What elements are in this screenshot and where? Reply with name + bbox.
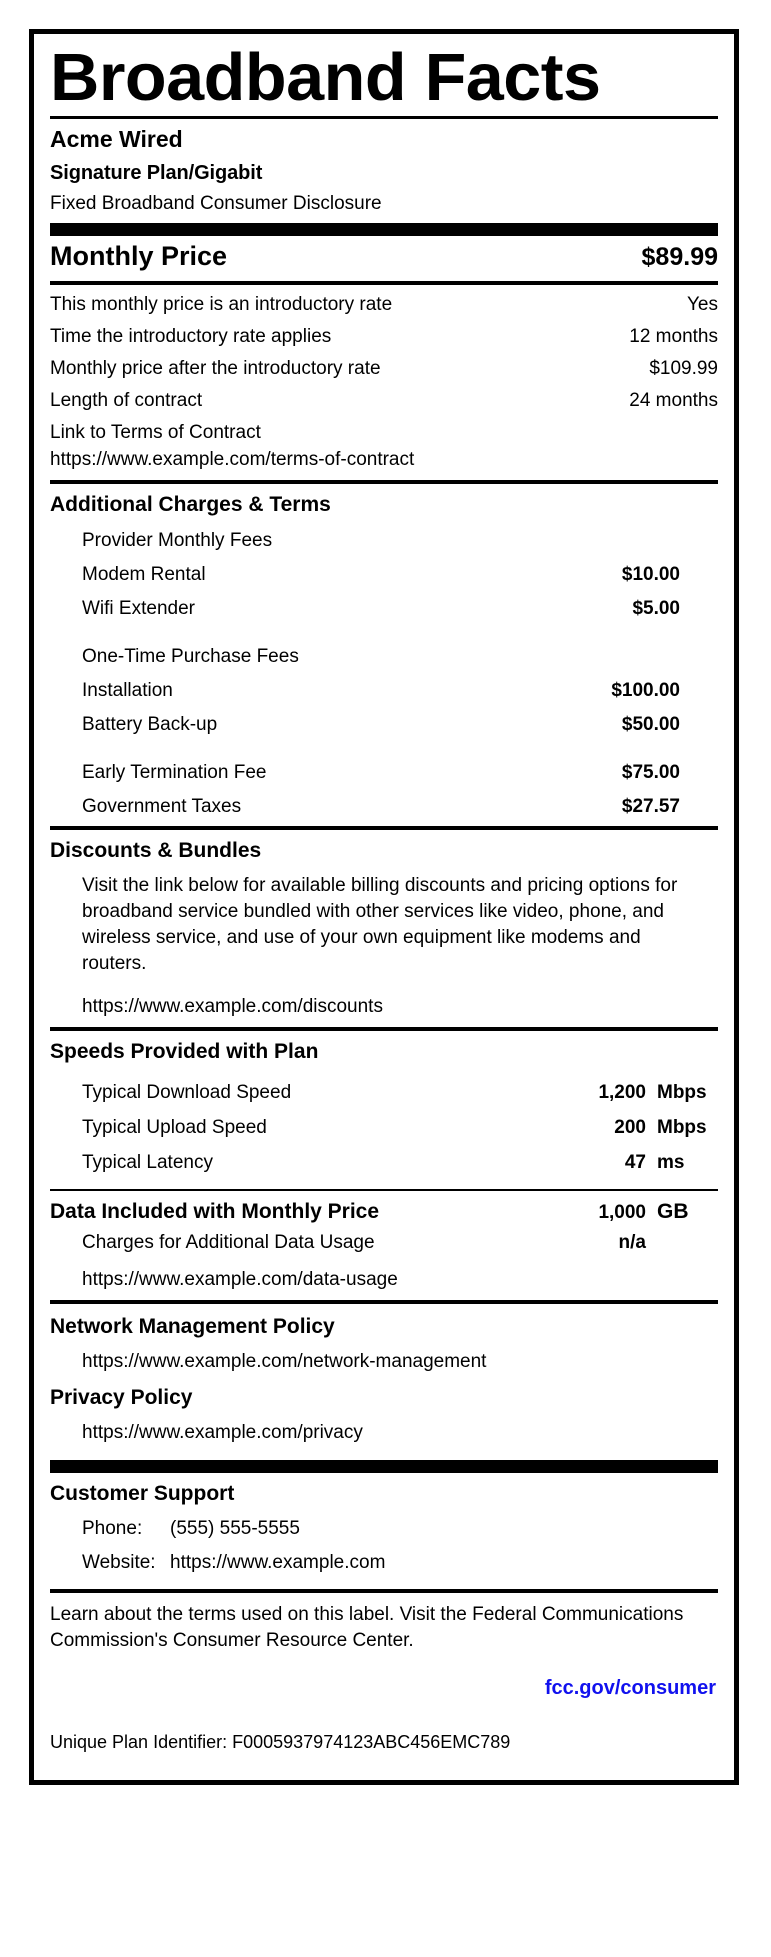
fcc-consumer-link[interactable]: fcc.gov/consumer [544,1677,716,1699]
divider-above-customer-support [50,1460,718,1473]
divider-below-monthly-price [50,281,718,285]
speeds-heading: Speeds Provided with Plan [50,1040,319,1063]
support-phone-label: Phone: [82,1518,143,1539]
early-termination-fee-value: $75.00 [621,762,680,783]
table-row [50,562,718,587]
download-speed-value: 1,200 [598,1082,646,1103]
latency-value: 47 [624,1152,646,1173]
additional-charges-heading: Additional Charges & Terms [50,493,331,516]
modem-rental-value: $10.00 [621,564,680,585]
support-phone-value[interactable]: (555) 555-5555 [170,1518,300,1539]
divider-above-network-management [50,1300,718,1304]
network-management-heading: Network Management Policy [50,1315,335,1338]
table-row [50,678,718,703]
divider-above-additional-charges [50,480,718,484]
data-usage-url[interactable]: https://www.example.com/data-usage [82,1269,398,1290]
broadband-facts-label [29,29,739,1785]
latency-unit: ms [657,1152,685,1173]
disclosure-subtitle: Fixed Broadband Consumer Disclosure [50,193,382,214]
table-row [50,712,718,737]
table-row [50,760,718,785]
table-row [50,1080,718,1105]
support-phone-row [50,1516,718,1542]
intro-rate-duration-label: Time the introductory rate applies [50,326,332,347]
intro-rate-duration-value: 12 months [629,326,718,347]
intro-rate-label: This monthly price is an introductory rate [50,294,393,315]
discounts-url[interactable]: https://www.example.com/discounts [82,996,383,1017]
data-included-unit: GB [657,1200,689,1223]
upload-speed-label: Typical Upload Speed [82,1117,267,1138]
plan-name: Signature Plan/Gigabit [50,162,263,184]
monthly-price-row [50,239,718,274]
modem-rental-label: Modem Rental [82,564,206,585]
download-speed-unit: Mbps [657,1082,707,1103]
divider-above-speeds [50,1027,718,1031]
price-after-intro-value: $109.99 [649,358,718,379]
government-taxes-label: Government Taxes [82,796,242,817]
support-website-label: Website: [82,1552,156,1573]
contract-length-value: 24 months [629,390,718,411]
discounts-heading: Discounts & Bundles [50,839,262,862]
support-website-row [50,1550,718,1576]
unique-plan-identifier: Unique Plan Identifier: F0005937974123ABC456EMC789 [50,1732,511,1752]
one-time-purchase-fees-label: One-Time Purchase Fees [82,646,299,667]
label-inner [34,34,734,1780]
terms-of-contract-label: Link to Terms of Contract [50,422,261,443]
additional-data-usage-row [50,1230,718,1255]
table-row [50,324,718,349]
terms-of-contract-url[interactable]: https://www.example.com/terms-of-contract [50,449,415,470]
table-row [50,356,718,381]
table-row [50,794,718,819]
wifi-extender-label: Wifi Extender [82,598,195,619]
discounts-body: Visit the link below for available billing discounts and pricing options for broadband service bundled with other services like video, phone, and wireless service, and use of your own equipment like modems and routers. [82,875,678,974]
divider-above-data-included [50,1189,718,1191]
data-included-value: 1,000 [598,1202,646,1223]
upload-speed-value: 200 [614,1117,646,1138]
page-title: Broadband Facts [50,40,601,115]
data-included-heading: Data Included with Monthly Price [50,1200,380,1223]
customer-support-heading: Customer Support [50,1482,235,1505]
battery-backup-label: Battery Back-up [82,714,218,735]
table-row [50,596,718,621]
installation-label: Installation [82,680,173,701]
early-termination-fee-label: Early Termination Fee [82,762,267,783]
divider-above-discounts [50,826,718,830]
table-row [50,292,718,317]
upload-speed-unit: Mbps [657,1117,707,1138]
privacy-policy-url[interactable]: https://www.example.com/privacy [82,1422,363,1443]
other-fees-spacer [50,737,718,751]
intro-rate-value: Yes [687,294,718,315]
price-after-intro-label: Monthly price after the introductory rate [50,358,381,379]
additional-data-usage-value: n/a [618,1232,646,1253]
data-included-row [50,1198,718,1226]
table-row [50,1115,718,1140]
latency-label: Typical Latency [82,1152,213,1173]
monthly-price-heading: Monthly Price [50,241,228,271]
fees-group-spacer [50,621,718,635]
terms-of-contract-label-row [50,420,718,445]
download-speed-label: Typical Download Speed [82,1082,292,1103]
provider-monthly-fees-label: Provider Monthly Fees [82,530,273,551]
title-underline [50,116,718,119]
government-taxes-value: $27.57 [621,796,680,817]
table-row [50,388,718,413]
divider-above-footer [50,1589,718,1593]
provider-name: Acme Wired [50,126,183,152]
wifi-extender-value: $5.00 [632,598,680,619]
contract-length-label: Length of contract [50,390,203,411]
network-management-url[interactable]: https://www.example.com/network-management [82,1351,487,1372]
support-website-value[interactable]: https://www.example.com [170,1552,386,1573]
additional-data-usage-label: Charges for Additional Data Usage [82,1232,375,1253]
privacy-policy-heading: Privacy Policy [50,1386,193,1409]
installation-value: $100.00 [611,680,680,701]
battery-backup-value: $50.00 [621,714,680,735]
table-row [50,1150,718,1175]
monthly-price-amount: $89.99 [641,243,718,271]
footer-note: Learn about the terms used on this label. Visit the Federal Communications Commission's Consumer Resource Center. [50,1604,684,1651]
divider-above-monthly-price [50,223,718,236]
